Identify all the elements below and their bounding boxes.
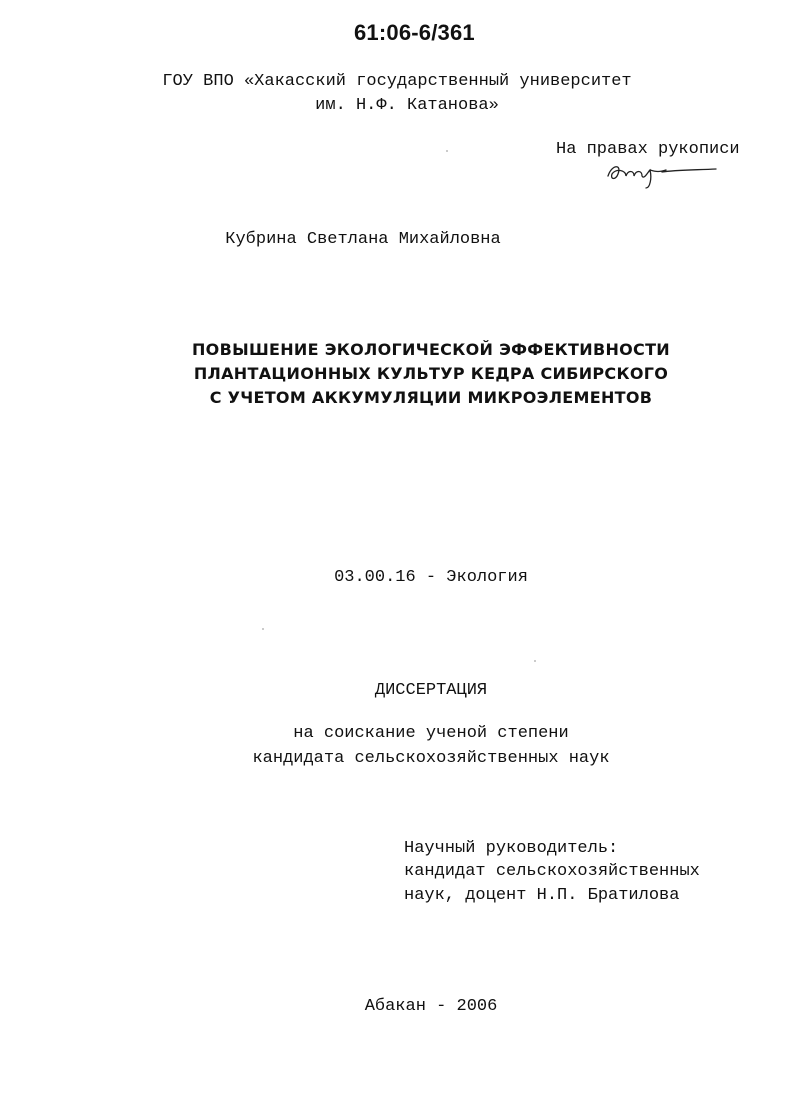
title-line-2: ПЛАНТАЦИОННЫХ КУЛЬТУР КЕДРА СИБИРСКОГО [193, 364, 669, 383]
document-type: ДИССЕРТАЦИЯ [374, 681, 488, 700]
rights-note: На правах рукописи [556, 140, 740, 159]
author-name: Кубрина Светлана Михайловна [225, 230, 501, 249]
supervisor-line-1: Научный руководитель: [404, 839, 619, 858]
institution-line-1: ГОУ ВПО «Хакасский государственный университет [162, 72, 632, 91]
archive-stamp: 61:06-6/361 [354, 20, 475, 45]
supervisor-line-2: кандидат сельскохозяйственных [404, 862, 700, 881]
title-line-1: ПОВЫШЕНИЕ ЭКОЛОГИЧЕСКОЙ ЭФФЕКТИВНОСТИ [191, 340, 670, 359]
place-year: Абакан - 2006 [364, 997, 498, 1016]
degree-line-2: кандидата сельскохозяйственных наук [252, 749, 610, 768]
scan-speck [534, 660, 536, 662]
scan-speck [446, 150, 448, 152]
institution-line-2: им. Н.Ф. Катанова» [315, 96, 499, 115]
degree-line-1: на соискание ученой степени [293, 724, 569, 743]
scan-speck [262, 628, 264, 630]
dissertation-title [0, 338, 794, 410]
specialty-code: 03.00.16 - Экология [334, 568, 528, 587]
handwritten-signature [604, 158, 722, 190]
title-line-3: С УЧЕТОМ АККУМУЛЯЦИИ МИКРОЭЛЕМЕНТОВ [209, 388, 653, 407]
supervisor-line-3: наук, доцент Н.П. Братилова [404, 886, 680, 905]
